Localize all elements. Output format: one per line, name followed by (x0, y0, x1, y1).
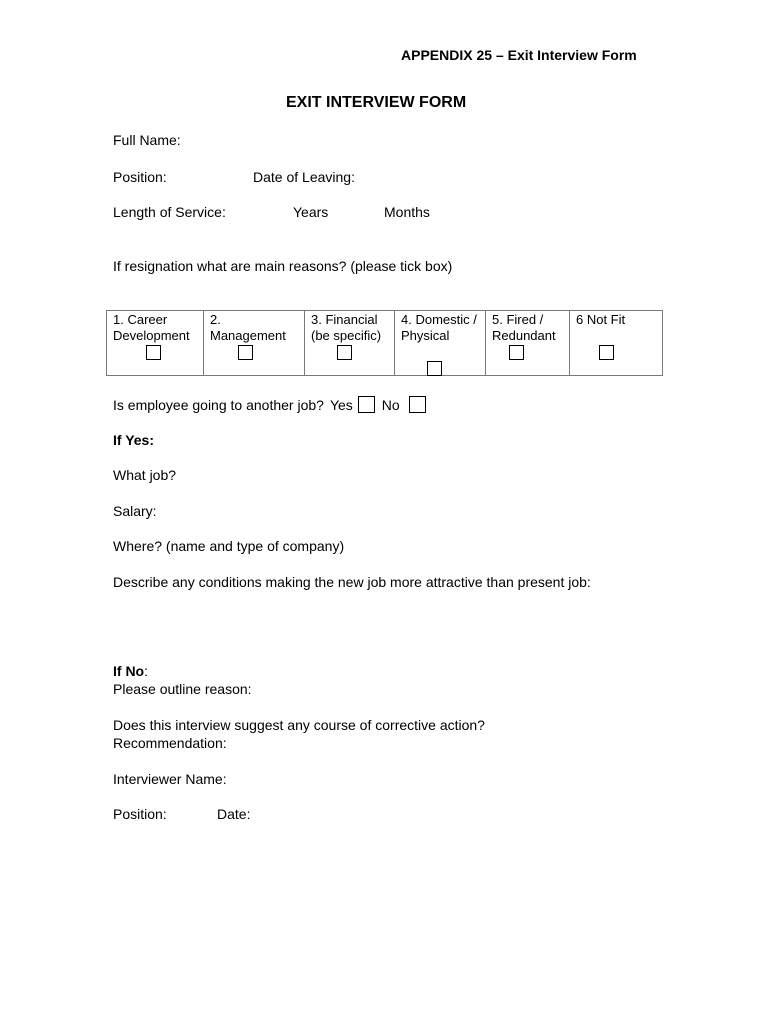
yes-checkbox[interactable] (358, 396, 375, 413)
if-no-colon: : (144, 663, 148, 679)
position-label: Position: (113, 169, 167, 185)
salary-label: Salary: (113, 503, 157, 519)
reason-checkbox-management[interactable] (238, 345, 253, 360)
length-of-service-label: Length of Service: (113, 204, 226, 220)
reason-checkbox-not-fit[interactable] (599, 345, 614, 360)
interviewer-date-label: Date: (217, 806, 251, 822)
reason-cell-not-fit (570, 311, 663, 376)
no-checkbox[interactable] (409, 396, 426, 413)
if-yes-heading: If Yes: (113, 432, 154, 448)
if-no-heading: If No (113, 663, 145, 679)
reason-cell-fired (486, 311, 570, 376)
full-name-label: Full Name: (113, 132, 181, 148)
reason-label: 1. Career Development (113, 312, 190, 343)
interviewer-position-label: Position: (113, 806, 167, 822)
reason-label: 2. Management (210, 312, 286, 343)
reason-label: 4. Domestic / Physical (401, 312, 477, 343)
if-no-heading-row (113, 663, 148, 679)
another-job-question: Is employee going to another job? (113, 396, 324, 413)
no-label: No (381, 396, 400, 413)
form-title: EXIT INTERVIEW FORM (286, 94, 467, 111)
reason-checkbox-career[interactable] (146, 345, 161, 360)
reason-checkbox-financial[interactable] (337, 345, 352, 360)
reason-label: 6 Not Fit (576, 312, 626, 327)
appendix-header: APPENDIX 25 – Exit Interview Form (401, 47, 637, 63)
reason-cell-domestic (395, 311, 486, 376)
corrective-question: Does this interview suggest any course of corrective action? (113, 717, 485, 733)
outline-reason-label: Please outline reason: (113, 681, 252, 697)
resignation-prompt: If resignation what are main reasons? (please tick box) (113, 258, 453, 274)
date-of-leaving-label: Date of Leaving: (253, 169, 355, 185)
years-label: Years (293, 204, 329, 220)
where-label: Where? (name and type of company) (113, 538, 345, 554)
reasons-table (106, 310, 663, 376)
what-job-label: What job? (113, 467, 177, 483)
reason-label: 3. Financial (be specific) (311, 312, 382, 343)
recommendation-label: Recommendation: (113, 735, 227, 751)
months-label: Months (384, 204, 430, 220)
reason-cell-financial (305, 311, 395, 376)
reason-checkbox-fired[interactable] (509, 345, 524, 360)
yes-label: Yes (329, 396, 353, 413)
reason-cell-career (107, 311, 204, 376)
reason-cell-management (204, 311, 305, 376)
describe-label: Describe any conditions making the new job more attractive than present job: (113, 574, 591, 590)
reason-checkbox-domestic[interactable] (427, 361, 442, 376)
another-job-row (113, 396, 426, 413)
interviewer-name-label: Interviewer Name: (113, 771, 227, 787)
reason-label: 5. Fired / Redundant (492, 312, 556, 343)
